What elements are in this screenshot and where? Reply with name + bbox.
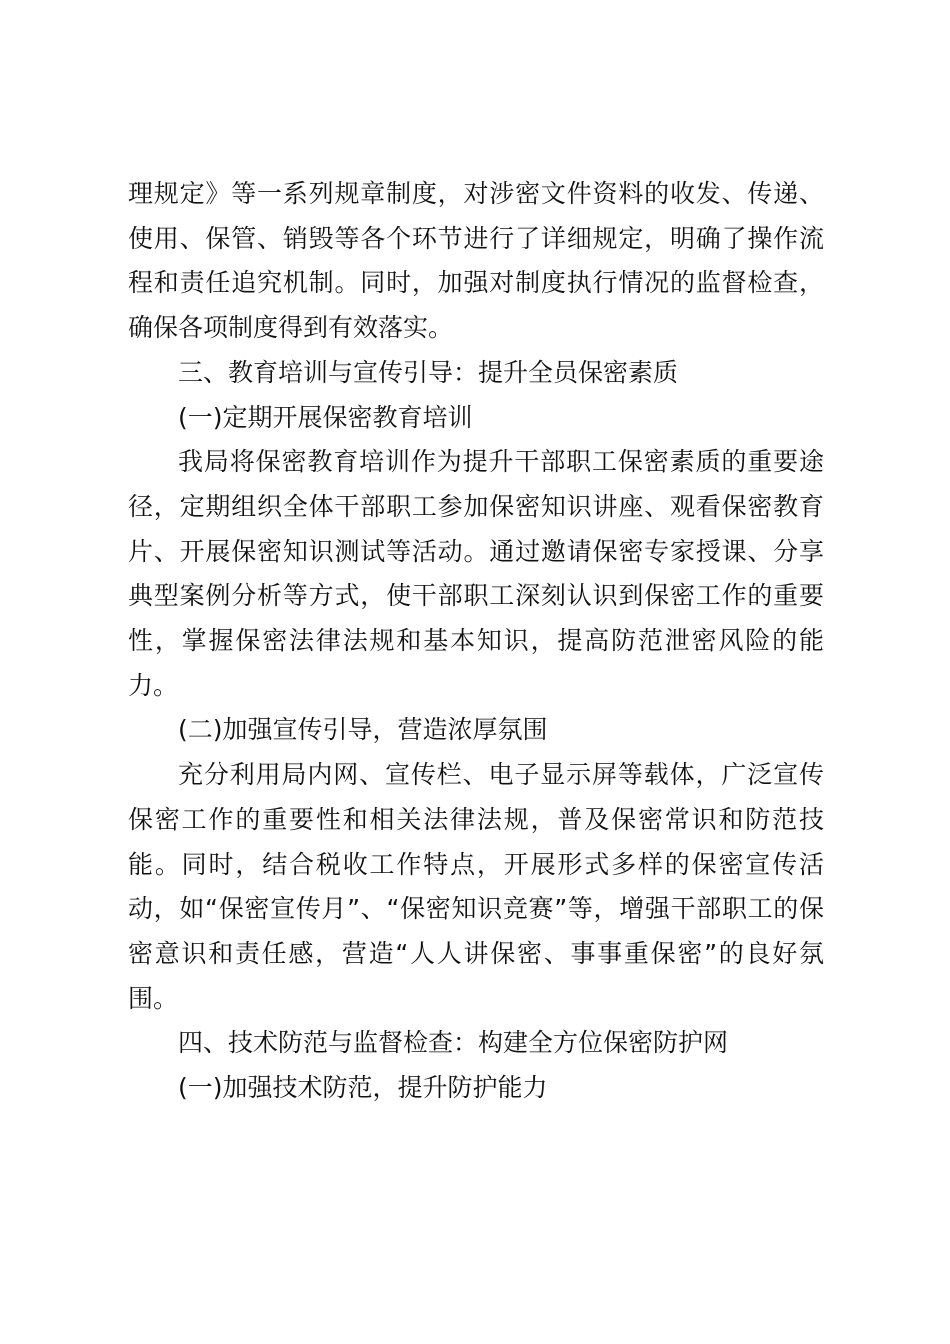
text-line-p1-l4: 确保各项制度得到有效落实。 xyxy=(128,313,454,343)
text-line-p2-l6: 力。 xyxy=(128,670,179,700)
text-line-h4: 四、技术防范与监督检查：构建全方位保密防护网 xyxy=(178,1028,729,1058)
text-line-p1-l3: 程和责任追究机制。同时，加强对制度执行情况的监督检查， xyxy=(128,268,824,298)
text-line-p2-l2: 径，定期组织全体干部职工参加保密知识讲座、观看保密教育 xyxy=(128,491,824,521)
text-line-h3-2: (二)加强宣传引导，营造浓厚氛围 xyxy=(178,715,548,745)
text-line-h3-1: (一)定期开展保密教育培训 xyxy=(178,402,473,432)
text-line-p3-l5: 密意识和责任感，营造“人人讲保密、事事重保密”的良好氛 xyxy=(128,938,824,968)
text-line-h3: 三、教育培训与宣传引导：提升全员保密素质 xyxy=(178,357,679,387)
text-line-p2-l1: 我局将保密教育培训作为提升干部职工保密素质的重要途 xyxy=(178,447,824,477)
text-line-p2-l3: 片、开展保密知识测试等活动。通过邀请保密专家授课、分享 xyxy=(128,536,824,566)
document-body xyxy=(128,172,824,1111)
text-line-p1-l2: 使用、保管、销毁等各个环节进行了详细规定，明确了操作流 xyxy=(128,223,824,253)
text-line-p3-l1: 充分利用局内网、宣传栏、电子显示屏等载体，广泛宣传 xyxy=(178,760,824,790)
text-line-p1-l1: 理规定》等一系列规章制度，对涉密文件资料的收发、传递、 xyxy=(128,179,824,208)
text-line-p3-l2: 保密工作的重要性和相关法律法规，普及保密常识和防范技 xyxy=(128,804,824,834)
text-line-p3-l6: 围。 xyxy=(128,983,179,1013)
text-line-p2-l4: 典型案例分析等方式，使干部职工深刻认识到保密工作的重要 xyxy=(128,581,824,611)
text-line-p3-l4: 动，如“保密宣传月”、“保密知识竞赛”等，增强干部职工的保 xyxy=(128,894,824,924)
text-line-p3-l3: 能。同时，结合税收工作特点，开展形式多样的保密宣传活 xyxy=(128,849,824,879)
text-line-p2-l5: 性，掌握保密法律法规和基本知识，提高防范泄密风险的能 xyxy=(128,626,824,656)
text-line-h4-1: (一)加强技术防范，提升防护能力 xyxy=(178,1073,548,1103)
